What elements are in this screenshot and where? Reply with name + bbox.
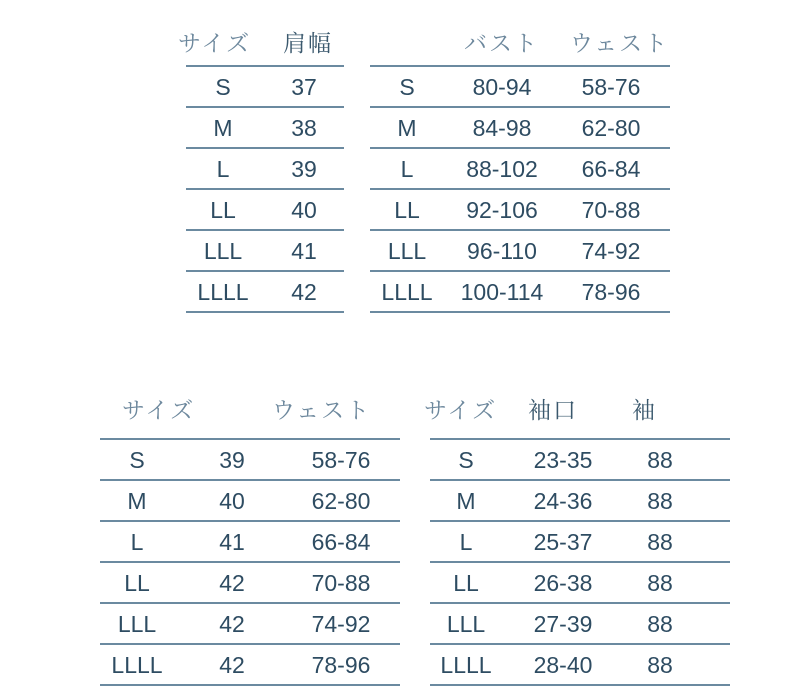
value-cell: 88 — [647, 652, 673, 678]
value-cell: 70-88 — [311, 570, 371, 596]
size-cell: L — [459, 529, 473, 555]
table-row — [370, 67, 670, 108]
size-cell: LL — [453, 570, 479, 596]
t1-header-size: サイズ — [178, 31, 252, 57]
value-cell: 40 — [219, 488, 245, 514]
value-cell: 88 — [647, 570, 673, 596]
table-row — [430, 563, 730, 604]
table-rule — [370, 311, 670, 313]
value-cell: 25-37 — [533, 529, 593, 555]
value-cell: 41 — [291, 238, 317, 264]
value-cell: 42 — [219, 652, 245, 678]
table-row — [370, 190, 670, 231]
size-cell: LLLL — [197, 279, 249, 305]
table-row — [186, 231, 344, 272]
table-row — [186, 67, 344, 108]
table-rule — [186, 311, 344, 313]
value-cell: 92-106 — [466, 197, 538, 223]
table-row — [186, 190, 344, 231]
t4-header-sleeve: 袖 — [632, 398, 657, 424]
value-cell: 26-38 — [533, 570, 593, 596]
table-row — [100, 440, 400, 481]
table-row — [370, 108, 670, 149]
value-cell: 74-92 — [581, 238, 641, 264]
size-cell: M — [127, 488, 147, 514]
table-row — [186, 149, 344, 190]
value-cell: 80-94 — [472, 74, 532, 100]
value-cell: 88 — [647, 447, 673, 473]
t3-header-waist: ウェスト — [272, 398, 372, 424]
t1-header-shoulder: 肩幅 — [283, 31, 333, 57]
value-cell: 96-110 — [467, 238, 537, 264]
t2-header-waist: ウェスト — [570, 31, 670, 57]
size-cell: LLLL — [381, 279, 433, 305]
value-cell: 27-39 — [533, 611, 593, 637]
value-cell: 39 — [291, 156, 317, 182]
value-cell: 74-92 — [311, 611, 371, 637]
size-cell: M — [213, 115, 233, 141]
value-cell: 42 — [219, 570, 245, 596]
size-cell: LLLL — [111, 652, 163, 678]
value-cell: 40 — [291, 197, 317, 223]
value-cell: 88-102 — [466, 156, 538, 182]
value-cell: 88 — [647, 488, 673, 514]
size-cell: M — [397, 115, 417, 141]
size-cell: LLL — [117, 611, 157, 637]
value-cell: 100-114 — [460, 279, 544, 305]
value-cell: 62-80 — [311, 488, 371, 514]
value-cell: 88 — [647, 611, 673, 637]
size-cell: M — [456, 488, 476, 514]
bust-waist-table — [370, 65, 670, 313]
value-cell: 38 — [291, 115, 317, 141]
table-row — [370, 149, 670, 190]
t2-header-bust: バスト — [464, 31, 539, 57]
value-cell: 58-76 — [581, 74, 641, 100]
table-row — [430, 440, 730, 481]
value-cell: 24-36 — [533, 488, 593, 514]
table-row — [100, 563, 400, 604]
value-cell: 88 — [647, 529, 673, 555]
table-row — [100, 481, 400, 522]
size-cell: LLLL — [440, 652, 492, 678]
size-cell: LL — [394, 197, 420, 223]
value-cell: 78-96 — [311, 652, 371, 678]
table-row — [100, 604, 400, 645]
table-row — [430, 481, 730, 522]
value-cell: 42 — [219, 611, 245, 637]
size-cell: LLL — [446, 611, 486, 637]
value-cell: 58-76 — [311, 447, 371, 473]
size-cell: LLL — [203, 238, 243, 264]
table-row — [370, 272, 670, 313]
value-cell: 66-84 — [581, 156, 641, 182]
size-cell: S — [129, 447, 145, 473]
table-row — [430, 645, 730, 686]
shoulder-size-table — [186, 65, 344, 313]
size-cell: LLL — [387, 238, 427, 264]
value-cell: 70-88 — [581, 197, 641, 223]
value-cell: 78-96 — [581, 279, 641, 305]
value-cell: 84-98 — [472, 115, 532, 141]
size-cell: LL — [210, 197, 236, 223]
size-cell: S — [215, 74, 231, 100]
t4-header-cuff: 袖口 — [528, 398, 578, 424]
size-cell: L — [130, 529, 144, 555]
value-cell: 23-35 — [533, 447, 593, 473]
table-row — [430, 604, 730, 645]
size-cell: S — [458, 447, 474, 473]
size-cell: L — [400, 156, 414, 182]
table-row — [186, 272, 344, 313]
table-row — [430, 522, 730, 563]
value-cell: 42 — [291, 279, 317, 305]
size-cell: S — [399, 74, 415, 100]
value-cell: 39 — [219, 447, 245, 473]
table-row — [186, 108, 344, 149]
value-cell: 41 — [219, 529, 245, 555]
t3-header-size: サイズ — [122, 398, 196, 424]
table-rule — [100, 684, 400, 686]
size-cell: LL — [124, 570, 150, 596]
size-cell: L — [216, 156, 230, 182]
t4-header-size: サイズ — [424, 398, 498, 424]
value-cell: 66-84 — [311, 529, 371, 555]
table-rule — [430, 684, 730, 686]
waist-size-table — [100, 438, 400, 686]
value-cell: 28-40 — [533, 652, 593, 678]
value-cell: 37 — [291, 74, 317, 100]
table-row — [100, 522, 400, 563]
table-row — [370, 231, 670, 272]
table-row — [100, 645, 400, 686]
value-cell: 62-80 — [581, 115, 641, 141]
cuff-sleeve-table — [430, 438, 730, 686]
